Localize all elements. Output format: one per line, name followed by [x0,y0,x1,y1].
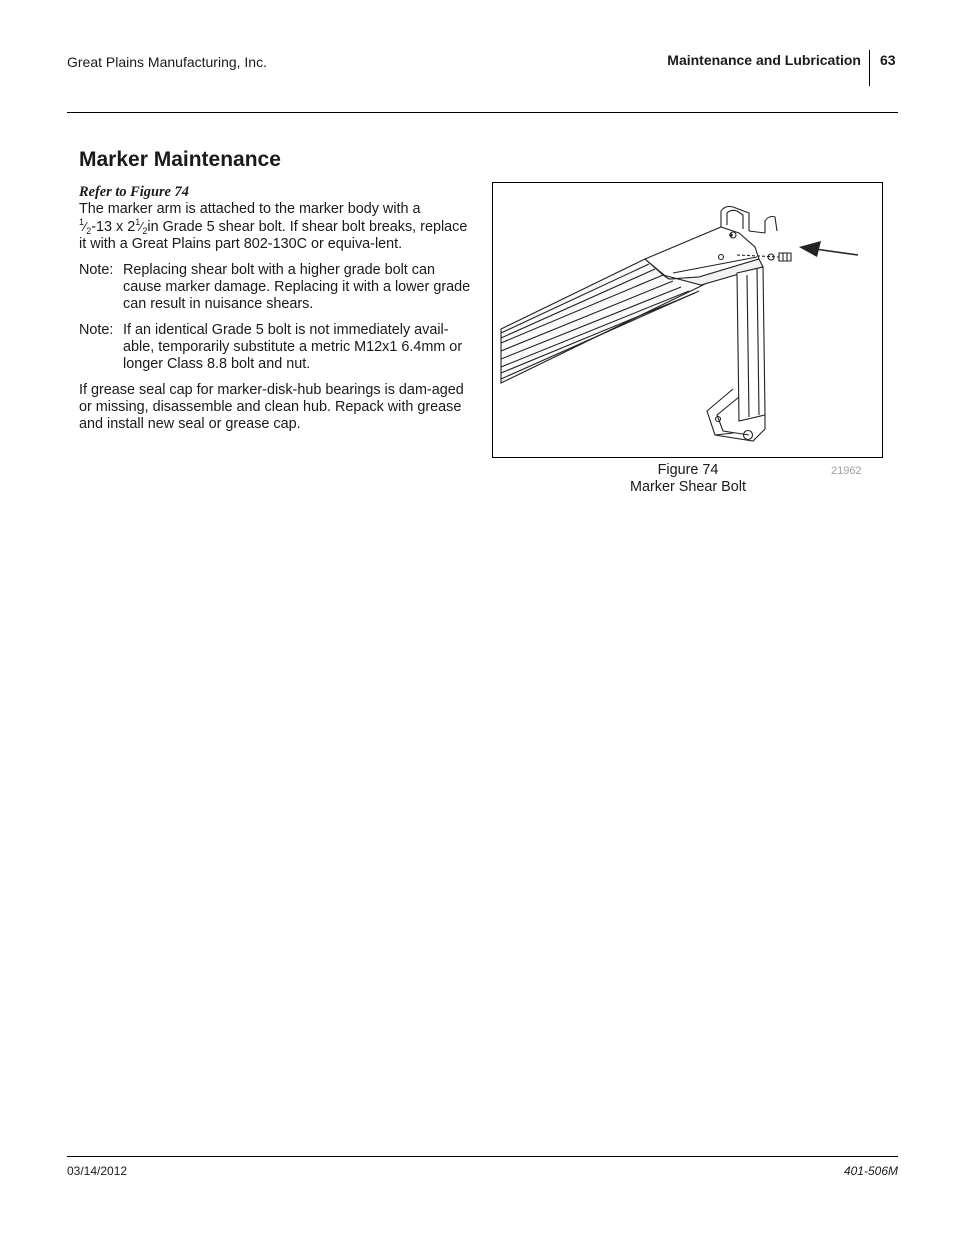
note-grade-warning [79,262,474,313]
section-title: Maintenance and Lubrication [667,52,861,68]
paragraph-grease-seal: If grease seal cap for marker-disk-hub bearings is dam-aged or missing, disassemble and clean hub. Repack with grease and install new seal or grease cap. [79,382,464,432]
footer-doc-number: 401-506M [843,1164,898,1178]
figure-caption [600,462,776,496]
marker-arm-shear-bolt-drawing [493,183,882,457]
figure-id: 21962 [831,465,862,477]
figure-reference: Refer to Figure 74 [79,184,189,200]
page-heading: Marker Maintenance [79,148,281,171]
header-rule [67,112,898,113]
figure-number: Figure 74 [657,462,719,478]
footer-rule [67,1156,898,1157]
para1-after: in Grade 5 shear bolt. If shear bolt breaks, replace it with a Great Plains part 802-130C or equiva-lent. [79,219,468,252]
fraction-half: $^1⁄_2$ [79,217,92,236]
page-number: 63 [880,52,896,68]
footer-date: 03/14/2012 [67,1164,128,1178]
company-name: Great Plains Manufacturing, Inc. [67,54,267,70]
para1-mid: -13 x 2 [91,219,136,235]
header-divider-vertical [869,50,870,86]
para1-line1: The marker arm is attached to the marker body with a [79,201,421,217]
figure-title: Marker Shear Bolt [630,479,746,495]
paragraph-shear-bolt [79,201,474,253]
note-text: If an identical Grade 5 bolt is not immediately avail-able, temporarily substitute a metric M12x1 6.4mm or longer Class 8.8 bolt and nut. [123,322,463,372]
note-metric-substitute [79,322,474,373]
figure-frame [492,182,883,458]
body-column [79,184,474,442]
note-label: Note: [79,322,114,338]
note-text: Replacing shear bolt with a higher grade bolt can cause marker damage. Replacing it with a lower grade can result in nuisance shears. [123,262,471,312]
note-label: Note: [79,262,114,278]
fraction-half-2: $^1⁄_2$ [135,217,148,236]
